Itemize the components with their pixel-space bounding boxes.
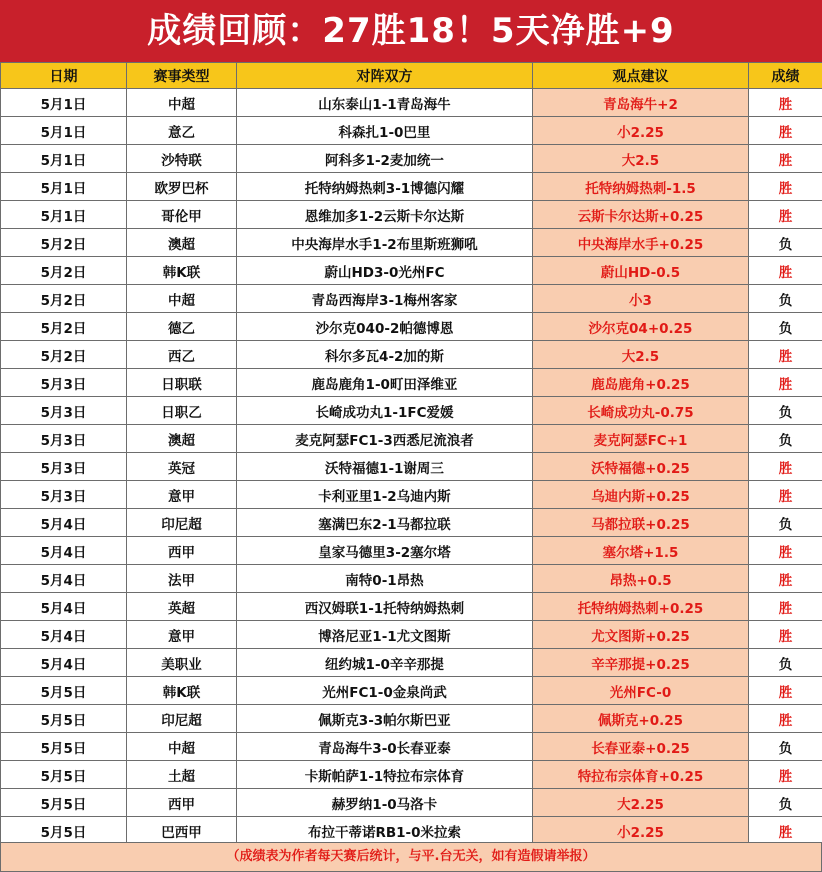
cell-match: 托特纳姆热刺3-1博德闪耀 (237, 173, 533, 201)
cell-advice: 佩斯克+0.25 (533, 705, 749, 733)
results-table (0, 62, 822, 845)
cell-advice: 小3 (533, 285, 749, 313)
cell-date: 5月1日 (1, 201, 127, 229)
cell-match: 阿科多1-2麦加统一 (237, 145, 533, 173)
cell-match: 卡斯帕萨1-1特拉布宗体育 (237, 761, 533, 789)
header-match: 对阵双方 (237, 63, 533, 89)
cell-advice: 长崎成功丸-0.75 (533, 397, 749, 425)
cell-advice: 特拉布宗体育+0.25 (533, 761, 749, 789)
table-row (1, 705, 822, 733)
cell-date: 5月3日 (1, 453, 127, 481)
cell-match: 皇家马德里3-2塞尔塔 (237, 537, 533, 565)
cell-league: 西甲 (127, 537, 237, 565)
table-row (1, 201, 822, 229)
cell-match: 南特0-1昂热 (237, 565, 533, 593)
table-body (1, 89, 822, 845)
cell-result: 胜 (749, 565, 822, 593)
cell-result: 胜 (749, 453, 822, 481)
cell-result: 胜 (749, 369, 822, 397)
cell-league: 法甲 (127, 565, 237, 593)
table-row (1, 677, 822, 705)
cell-result: 负 (749, 285, 822, 313)
cell-date: 5月1日 (1, 117, 127, 145)
header-result: 成绩 (749, 63, 822, 89)
cell-league: 巴西甲 (127, 817, 237, 845)
table-row (1, 257, 822, 285)
cell-date: 5月4日 (1, 621, 127, 649)
cell-match: 卡利亚里1-2乌迪内斯 (237, 481, 533, 509)
cell-date: 5月2日 (1, 229, 127, 257)
cell-match: 塞满巴东2-1马都拉联 (237, 509, 533, 537)
cell-advice: 中央海岸水手+0.25 (533, 229, 749, 257)
cell-league: 日职乙 (127, 397, 237, 425)
cell-date: 5月5日 (1, 705, 127, 733)
cell-advice: 沃特福德+0.25 (533, 453, 749, 481)
cell-date: 5月3日 (1, 425, 127, 453)
cell-advice: 托特纳姆热刺+0.25 (533, 593, 749, 621)
cell-match: 赫罗纳1-0马洛卡 (237, 789, 533, 817)
cell-league: 欧罗巴杯 (127, 173, 237, 201)
cell-advice: 塞尔塔+1.5 (533, 537, 749, 565)
cell-league: 澳超 (127, 229, 237, 257)
cell-date: 5月3日 (1, 397, 127, 425)
cell-result: 胜 (749, 341, 822, 369)
cell-league: 印尼超 (127, 509, 237, 537)
cell-league: 印尼超 (127, 705, 237, 733)
cell-date: 5月5日 (1, 817, 127, 845)
cell-result: 负 (749, 397, 822, 425)
cell-match: 沃特福德1-1谢周三 (237, 453, 533, 481)
cell-result: 胜 (749, 201, 822, 229)
cell-advice: 小2.25 (533, 117, 749, 145)
cell-league: 土超 (127, 761, 237, 789)
table-row (1, 789, 822, 817)
cell-result: 负 (749, 789, 822, 817)
cell-advice: 蔚山HD-0.5 (533, 257, 749, 285)
table-row (1, 229, 822, 257)
cell-date: 5月2日 (1, 285, 127, 313)
cell-date: 5月5日 (1, 677, 127, 705)
cell-match: 西汉姆联1-1托特纳姆热刺 (237, 593, 533, 621)
cell-date: 5月5日 (1, 789, 127, 817)
cell-league: 意乙 (127, 117, 237, 145)
cell-result: 负 (749, 649, 822, 677)
table-row (1, 341, 822, 369)
cell-advice: 大2.25 (533, 789, 749, 817)
cell-match: 光州FC1-0金泉尚武 (237, 677, 533, 705)
cell-league: 中超 (127, 285, 237, 313)
cell-result: 负 (749, 509, 822, 537)
cell-match: 山东泰山1-1青岛海牛 (237, 89, 533, 117)
table-row (1, 621, 822, 649)
cell-league: 韩K联 (127, 677, 237, 705)
footer-note: （成绩表为作者每天赛后统计，与平.台无关，如有造假请举报） (0, 842, 822, 872)
table-row (1, 509, 822, 537)
table-row (1, 565, 822, 593)
cell-league: 英冠 (127, 453, 237, 481)
cell-result: 胜 (749, 145, 822, 173)
cell-league: 韩K联 (127, 257, 237, 285)
cell-match: 布拉干蒂诺RB1-0米拉索 (237, 817, 533, 845)
cell-league: 澳超 (127, 425, 237, 453)
cell-date: 5月4日 (1, 593, 127, 621)
cell-result: 胜 (749, 117, 822, 145)
cell-result: 胜 (749, 817, 822, 845)
cell-result: 负 (749, 733, 822, 761)
cell-result: 胜 (749, 705, 822, 733)
cell-result: 胜 (749, 677, 822, 705)
cell-advice: 光州FC-0 (533, 677, 749, 705)
cell-match: 青岛海牛3-0长春亚泰 (237, 733, 533, 761)
cell-advice: 尤文图斯+0.25 (533, 621, 749, 649)
table-row (1, 593, 822, 621)
cell-league: 意甲 (127, 481, 237, 509)
cell-date: 5月2日 (1, 313, 127, 341)
cell-match: 青岛西海岸3-1梅州客家 (237, 285, 533, 313)
table-row (1, 649, 822, 677)
cell-date: 5月3日 (1, 481, 127, 509)
cell-result: 负 (749, 229, 822, 257)
cell-advice: 托特纳姆热刺-1.5 (533, 173, 749, 201)
table-row (1, 313, 822, 341)
cell-date: 5月1日 (1, 173, 127, 201)
cell-league: 沙特联 (127, 145, 237, 173)
cell-advice: 鹿岛鹿角+0.25 (533, 369, 749, 397)
table-row (1, 285, 822, 313)
cell-date: 5月1日 (1, 89, 127, 117)
table-row (1, 117, 822, 145)
cell-league: 美职业 (127, 649, 237, 677)
cell-advice: 马都拉联+0.25 (533, 509, 749, 537)
table-row (1, 173, 822, 201)
cell-league: 英超 (127, 593, 237, 621)
cell-match: 科森扎1-0巴里 (237, 117, 533, 145)
cell-advice: 大2.5 (533, 145, 749, 173)
cell-date: 5月5日 (1, 761, 127, 789)
cell-advice: 大2.5 (533, 341, 749, 369)
table-header-row (1, 63, 822, 89)
cell-league: 德乙 (127, 313, 237, 341)
cell-date: 5月2日 (1, 257, 127, 285)
cell-result: 胜 (749, 761, 822, 789)
cell-result: 胜 (749, 481, 822, 509)
cell-advice: 长春亚泰+0.25 (533, 733, 749, 761)
cell-league: 日职联 (127, 369, 237, 397)
table-row (1, 537, 822, 565)
cell-advice: 麦克阿瑟FC+1 (533, 425, 749, 453)
cell-result: 胜 (749, 89, 822, 117)
table-row (1, 369, 822, 397)
cell-result: 胜 (749, 621, 822, 649)
cell-advice: 小2.25 (533, 817, 749, 845)
table-row (1, 453, 822, 481)
cell-advice: 辛辛那提+0.25 (533, 649, 749, 677)
cell-match: 博洛尼亚1-1尤文图斯 (237, 621, 533, 649)
cell-date: 5月2日 (1, 341, 127, 369)
page-title: 成绩回顾：27胜18！5天净胜+9 (0, 0, 822, 62)
cell-date: 5月4日 (1, 565, 127, 593)
table-row (1, 481, 822, 509)
cell-date: 5月4日 (1, 649, 127, 677)
cell-league: 意甲 (127, 621, 237, 649)
cell-date: 5月3日 (1, 369, 127, 397)
header-advice: 观点建议 (533, 63, 749, 89)
cell-result: 胜 (749, 593, 822, 621)
cell-match: 科尔多瓦4-2加的斯 (237, 341, 533, 369)
table-row (1, 761, 822, 789)
cell-match: 鹿岛鹿角1-0町田泽维亚 (237, 369, 533, 397)
cell-advice: 乌迪内斯+0.25 (533, 481, 749, 509)
cell-match: 中央海岸水手1-2布里斯班狮吼 (237, 229, 533, 257)
cell-date: 5月5日 (1, 733, 127, 761)
cell-date: 5月1日 (1, 145, 127, 173)
cell-league: 中超 (127, 733, 237, 761)
cell-match: 长崎成功丸1-1FC爱媛 (237, 397, 533, 425)
cell-match: 佩斯克3-3帕尔斯巴亚 (237, 705, 533, 733)
cell-league: 哥伦甲 (127, 201, 237, 229)
cell-league: 中超 (127, 89, 237, 117)
cell-league: 西甲 (127, 789, 237, 817)
header-date: 日期 (1, 63, 127, 89)
cell-match: 纽约城1-0辛辛那提 (237, 649, 533, 677)
cell-league: 西乙 (127, 341, 237, 369)
table-row (1, 733, 822, 761)
table-row (1, 89, 822, 117)
cell-advice: 沙尔克04+0.25 (533, 313, 749, 341)
table-row (1, 397, 822, 425)
table-row (1, 145, 822, 173)
cell-advice: 昂热+0.5 (533, 565, 749, 593)
table-row (1, 817, 822, 845)
cell-advice: 青岛海牛+2 (533, 89, 749, 117)
cell-date: 5月4日 (1, 509, 127, 537)
header-league: 赛事类型 (127, 63, 237, 89)
table-row (1, 425, 822, 453)
cell-match: 麦克阿瑟FC1-3西悉尼流浪者 (237, 425, 533, 453)
cell-advice: 云斯卡尔达斯+0.25 (533, 201, 749, 229)
cell-match: 蔚山HD3-0光州FC (237, 257, 533, 285)
cell-date: 5月4日 (1, 537, 127, 565)
cell-match: 恩维加多1-2云斯卡尔达斯 (237, 201, 533, 229)
cell-result: 胜 (749, 257, 822, 285)
cell-match: 沙尔克040-2帕德博恩 (237, 313, 533, 341)
cell-result: 负 (749, 425, 822, 453)
cell-result: 胜 (749, 537, 822, 565)
cell-result: 胜 (749, 173, 822, 201)
cell-result: 负 (749, 313, 822, 341)
